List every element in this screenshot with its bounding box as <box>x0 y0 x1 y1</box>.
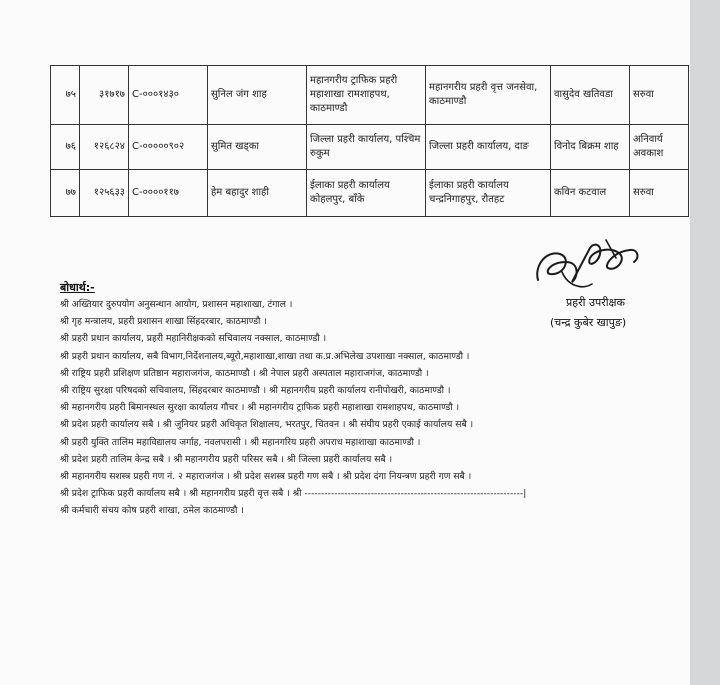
table-row <box>51 66 689 125</box>
list-item: श्री कर्मचारी संचय कोष प्रहरी शाखा, ठमेल काठमाण्डौ । <box>60 505 244 517</box>
cell-name: सुमित खड्का <box>208 125 307 170</box>
list-item: श्री महानगरीय प्रहरी बिमानस्थल सुरक्षा कार्यालय गौचर । श्री महानगरीय ट्राफिक प्रहरी महाशाखा रामशाहपथ, काठमाण्डौ । <box>60 402 460 414</box>
list-item: श्री प्रदेश प्रहरी तालिम केन्द्र सबै । श्री महानगरीय प्रहरी परिसर सबै । श्री जिल्ला प्रहरी कार्यालय सबै । <box>60 453 393 465</box>
handwritten-signature <box>520 228 680 298</box>
cell-remark: सरुवा <box>630 170 689 217</box>
cell-sn: ७५ <box>51 66 80 125</box>
recipient-list <box>60 296 526 520</box>
cell-code: C-०००१४३० <box>129 66 208 125</box>
signatory-name: (चन्द्र कुबेर खापुङ) <box>550 316 627 329</box>
cell-from: महानगरीय ट्राफिक प्रहरी महाशाखा रामशाहपथ, काठमाण्डौ <box>307 66 426 125</box>
table-row <box>51 170 689 217</box>
transfer-table <box>50 65 689 217</box>
cell-from: जिल्ला प्रहरी कार्यालय, पश्चिम रुकुम <box>307 125 426 170</box>
signatory-title: प्रहरी उपरीक्षक <box>566 296 625 309</box>
cell-officer: वासुदेव खतिवडा <box>551 66 630 125</box>
cell-to: जिल्ला प्रहरी कार्यालय, दाङ <box>426 125 551 170</box>
cell-sn: ७७ <box>51 170 80 217</box>
list-item: श्री प्रदेश प्रहरी कार्यालय सबै । श्री जुनियर प्रहरी अधिकृत शिक्षालय, भरतपुर, चितवन । श्री संघीय प्रहरी एकाई कार्यालय सबै । <box>60 419 474 431</box>
list-item: श्री गृह मन्त्रालय, प्रहरी प्रशासन शाखा सिंहदरबार, काठमाण्डौ । <box>60 316 267 328</box>
list-item: श्री प्रदेश ट्राफिक प्रहरी कार्यालय सबै । श्री महानगरीय प्रहरी वृत्त सबै । श्री ------------------------------------------------------------------| <box>60 488 527 500</box>
list-item: श्री प्रहरी प्रधान कार्यालय, सबै विभाग,निर्देशनालय,ब्यूरो,महाशाखा,शाखा तथा क.प्र.अभिलेख उपशाखा नक्साल, काठमाण्डौ । <box>60 350 470 362</box>
cell-to: महानगरीय प्रहरी वृत्त जनसेवा, काठमाण्डौ <box>426 66 551 125</box>
cell-officer: विनोद बिक्रम शाह <box>551 125 630 170</box>
cell-id: १२५६३३ <box>80 170 129 217</box>
list-item: श्री प्रहरी प्रधान कार्यालय, प्रहरी महानिरीक्षकको सचिवालय नक्साल, काठमाण्डौ । <box>60 333 327 345</box>
cell-name: सुनिल जंग शाह <box>208 66 307 125</box>
cell-remark: सरुवा <box>630 66 689 125</box>
cell-code: C-००००११७ <box>129 170 208 217</box>
cell-code: C-०००००९०२ <box>129 125 208 170</box>
list-item: श्री प्रहरी युक्ति तालिम महाविद्यालय जर्गाह, नवलपरासी । श्री महानगरिय प्रहरी अपराध महाशाखा काठमाण्डौ । <box>60 436 421 448</box>
cell-sn: ७६ <box>51 125 80 170</box>
list-item: श्री राष्ट्रिय सुरक्षा परिषदको सचिवालय, सिंहदरबार काठमाण्डौ । श्री महानगरीय प्रहरी कार्यालय रानीपोखरी, काठमाण्डौ । <box>60 385 451 397</box>
cell-id: १२६८२४ <box>80 125 129 170</box>
list-item: श्री राष्ट्रिय प्रहरी प्रशिक्षण प्रतिष्ठान महाराजगंज, काठमाण्डौ । श्री नेपाल प्रहरी अस्पताल महाराजगंज, काठमाण्डौ । <box>60 367 429 379</box>
list-item: श्री महानगरीय सशस्त्र प्रहरी गण नं. २ महाराजगंज । श्री प्रदेश सशस्त्र प्रहरी गण सबै । श्री प्रदेश दंगा नियन्त्रण प्रहरी गण सबै । <box>60 471 472 483</box>
cell-from: ईलाका प्रहरी कार्यालय कोहलपुर, बाँके <box>307 170 426 217</box>
bodharth-heading: बोधार्थ:- <box>60 281 95 294</box>
table-row <box>51 125 689 170</box>
cell-officer: कविन कटवाल <box>551 170 630 217</box>
page-edge <box>690 0 720 685</box>
cell-id: ३१७१७ <box>80 66 129 125</box>
list-item: श्री अख्तियार दुरुपयोग अनुसन्धान आयोग, प्रशासन महाशाखा, टंगाल । <box>60 299 293 310</box>
cell-name: हेम बहादुर शाही <box>208 170 307 217</box>
cell-remark: अनिवार्य अवकाश <box>630 125 689 170</box>
cell-to: ईलाका प्रहरी कार्यालय चन्द्रनिगाहपुर, रौतहट <box>426 170 551 217</box>
